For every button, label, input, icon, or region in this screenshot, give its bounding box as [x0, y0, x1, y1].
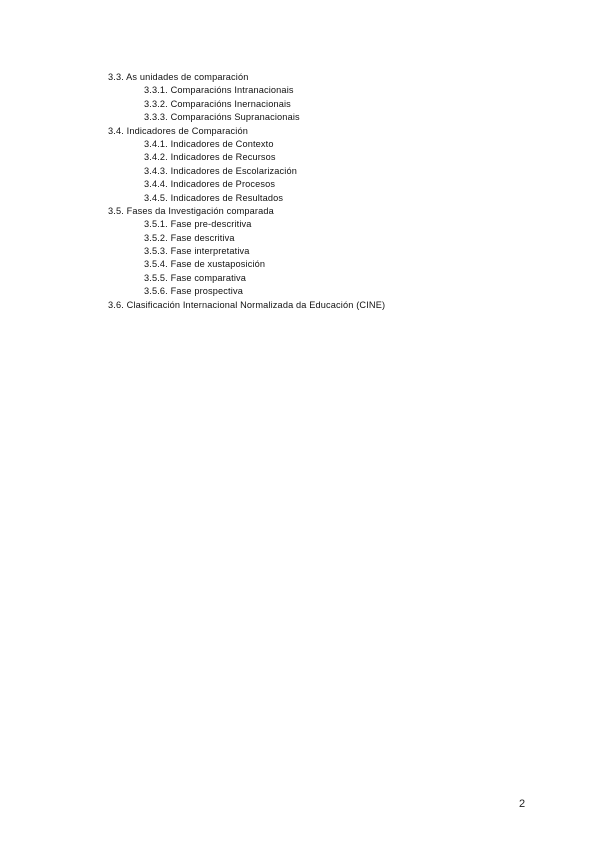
toc-subsection-3-5-3: 3.5.3. Fase interpretativa — [144, 246, 250, 257]
toc-subsection-3-4-4: 3.4.4. Indicadores de Procesos — [144, 179, 276, 190]
toc-subsection-3-5-1: 3.5.1. Fase pre-descritiva — [144, 219, 252, 230]
table-of-contents — [108, 71, 568, 312]
toc-subsection-3-3-1: 3.3.1. Comparacións Intranacionais — [144, 85, 294, 96]
page-number: 2 — [519, 798, 526, 810]
toc-subsection-3-5-6: 3.5.6. Fase prospectiva — [144, 286, 243, 297]
toc-subsection-3-5-2: 3.5.2. Fase descritiva — [144, 232, 235, 243]
toc-subsection-3-5-5: 3.5.5. Fase comparativa — [144, 272, 247, 283]
toc-subsection-3-4-1: 3.4.1. Indicadores de Contexto — [144, 138, 274, 149]
toc-subsection-3-3-2: 3.3.2. Comparacións Inernacionais — [144, 98, 291, 109]
toc-section-3-4: 3.4. Indicadores de Comparación — [108, 125, 248, 136]
toc-subsection-3-3-3: 3.3.3. Comparacións Supranacionais — [144, 112, 300, 123]
toc-section-3-6: 3.6. Clasificación Internacional Normalizada da Educación (CINE) — [108, 299, 386, 310]
toc-section-3-5: 3.5. Fases da Investigación comparada — [108, 205, 274, 216]
toc-subsection-3-5-4: 3.5.4. Fase de xustaposición — [144, 259, 266, 270]
toc-subsection-3-4-5: 3.4.5. Indicadores de Resultados — [144, 192, 284, 203]
toc-subsection-3-4-3: 3.4.3. Indicadores de Escolarización — [144, 165, 297, 176]
toc-section-3-3: 3.3. As unidades de comparación — [108, 72, 249, 82]
toc-subsection-3-4-2: 3.4.2. Indicadores de Recursos — [144, 152, 276, 163]
